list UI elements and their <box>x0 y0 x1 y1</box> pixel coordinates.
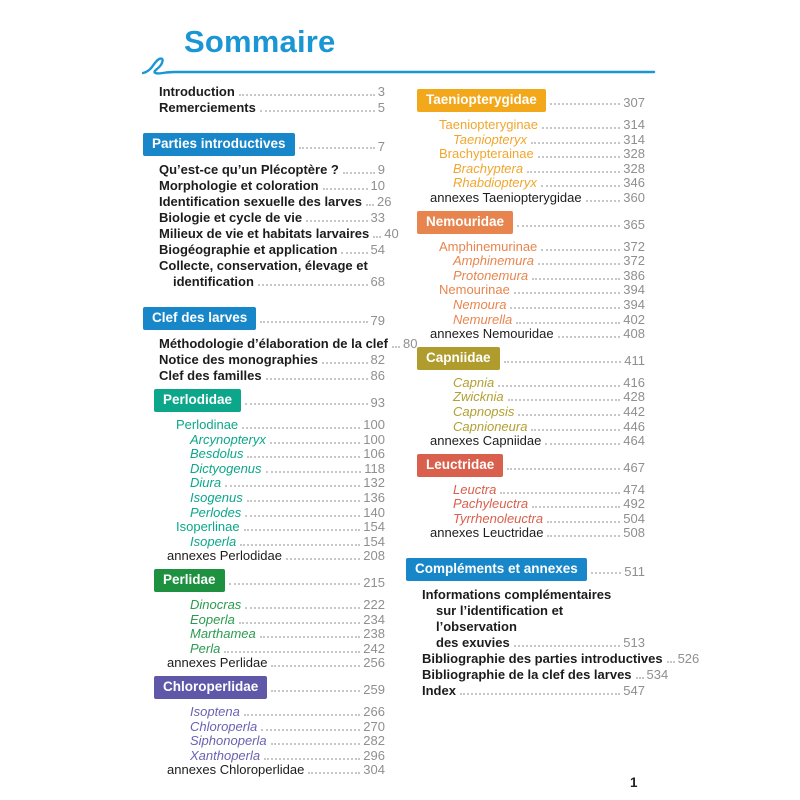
page-number: 346 <box>623 175 645 191</box>
page-number: 93 <box>370 395 385 410</box>
dotted-leader <box>531 429 620 431</box>
toc-entry <box>143 705 385 720</box>
entry-label: Chloroperla <box>190 718 258 734</box>
toc-entry <box>406 240 645 255</box>
section-badge-row <box>406 211 645 234</box>
toc-entry <box>143 433 385 448</box>
dotted-leader <box>286 558 360 560</box>
dotted-leader <box>507 468 620 470</box>
dotted-leader <box>538 263 620 265</box>
toc-entry <box>143 352 385 368</box>
dotted-leader <box>271 690 360 692</box>
toc-entry <box>406 635 645 651</box>
page-number: 504 <box>623 510 645 526</box>
dotted-leader <box>500 492 620 494</box>
dotted-leader <box>547 521 620 523</box>
entry-label: Notice des monographies <box>159 352 318 367</box>
entry-label: Rhabdiopteryx <box>453 175 537 191</box>
page-number: 154 <box>363 519 385 535</box>
section-badge: Perlodidae <box>154 389 241 412</box>
section-badge: Parties introductives <box>143 133 295 156</box>
entry-label: Isogenus <box>190 489 243 505</box>
toc-entry <box>406 390 645 405</box>
section-badge: Capniidae <box>417 347 500 370</box>
toc-entry <box>143 476 385 491</box>
page-number: 118 <box>364 460 385 476</box>
toc-entry <box>143 535 385 550</box>
dotted-leader <box>527 171 620 173</box>
dotted-leader <box>532 506 620 508</box>
dotted-leader <box>545 443 620 445</box>
toc-section-perlodidae <box>143 389 385 564</box>
toc-entry <box>143 734 385 749</box>
dotted-leader <box>244 529 361 531</box>
page-number: 106 <box>363 446 385 462</box>
dotted-leader <box>518 414 620 416</box>
toc-section-capniidae <box>406 347 645 449</box>
dotted-leader <box>271 743 361 745</box>
dotted-leader <box>517 225 620 227</box>
dotted-leader <box>260 321 367 323</box>
toc-entry <box>406 434 645 449</box>
toc-entry <box>406 405 645 420</box>
page-number: 526 <box>677 651 700 667</box>
section-badge-row <box>143 389 385 412</box>
toc-entry <box>406 298 645 313</box>
dotted-leader <box>260 110 375 112</box>
toc-entry <box>143 549 385 564</box>
toc-entry <box>143 613 385 628</box>
entry-label: Isoptena <box>190 703 240 719</box>
entry-label: Capnioneura <box>453 418 528 434</box>
toc-entry <box>143 100 385 116</box>
toc-entry <box>406 327 645 342</box>
page-number: 222 <box>363 596 385 612</box>
toc-entry <box>143 627 385 642</box>
dotted-leader <box>541 249 620 251</box>
toc-entry <box>406 651 700 667</box>
page-number: 394 <box>623 296 645 312</box>
entry-label: Protonemura <box>453 267 529 283</box>
page-number: 442 <box>623 403 645 419</box>
dotted-leader <box>266 471 362 473</box>
entry-label: Brachypterainae <box>439 146 534 162</box>
entry-label: Pachyleuctra <box>453 496 529 512</box>
dotted-leader <box>508 399 621 401</box>
toc-entry <box>406 526 645 541</box>
toc-section-clef-des-larves <box>143 307 418 384</box>
page-number: 446 <box>623 418 645 434</box>
entry-label: des exuvies <box>436 635 510 651</box>
page-number: 474 <box>623 481 645 497</box>
entry-label: Introduction <box>159 84 235 99</box>
section-badge: Compléments et annexes <box>406 558 587 581</box>
page-number: 238 <box>363 626 385 642</box>
dotted-leader <box>239 622 360 624</box>
entry-label: identification <box>173 274 254 289</box>
dotted-leader <box>373 236 381 238</box>
entry-label: Xanthoperla <box>190 747 261 763</box>
page-number: 100 <box>363 431 385 447</box>
toc-entry <box>143 598 385 613</box>
entry-label: Nemoura <box>453 296 507 312</box>
section-badge-row <box>406 454 645 477</box>
dotted-leader <box>341 252 367 254</box>
section-badge-row <box>406 347 645 370</box>
page-number: 80 <box>402 336 418 351</box>
toc-section-taeniopterygidae <box>406 89 645 206</box>
toc-column-right <box>406 84 700 699</box>
dotted-leader <box>258 284 368 286</box>
page-number: 79 <box>370 313 385 328</box>
toc-entry <box>406 269 645 284</box>
page-number: 259 <box>363 681 385 697</box>
entry-label: Nemurella <box>453 311 513 327</box>
dotted-leader <box>260 636 361 638</box>
entry-label: Leuctra <box>453 481 497 497</box>
dotted-leader <box>460 693 620 695</box>
entry-label: Arcynopteryx <box>190 431 266 447</box>
folio-page-number: 1 <box>630 775 638 790</box>
toc-entry <box>143 242 385 258</box>
page-number: 314 <box>623 131 645 147</box>
page-number: 208 <box>363 548 385 564</box>
entry-label: Isoperla <box>190 533 237 549</box>
entry-label: Perlodinae <box>176 417 239 432</box>
toc-section-perlidae <box>143 569 385 671</box>
entry-label: annexes Perlodidae <box>167 548 282 564</box>
entry-label: Dictyogenus <box>190 460 262 476</box>
dotted-leader <box>266 378 368 380</box>
entry-label: Morphologie et coloration <box>159 178 319 193</box>
page-number: 282 <box>363 733 385 749</box>
dotted-leader <box>558 336 621 338</box>
entry-label: Clef des familles <box>159 368 262 383</box>
page-number: 242 <box>363 640 385 656</box>
toc-section-chloroperlidae <box>143 676 385 778</box>
toc-entry-wrap-line: Collecte, conservation, élevage et <box>159 258 368 273</box>
page-number: 140 <box>363 504 385 520</box>
toc-entry <box>406 420 645 435</box>
entry-label: Amphinemurinae <box>439 238 538 254</box>
toc-entry <box>406 254 645 269</box>
entry-label: Capnopsis <box>453 403 515 419</box>
page-number: 26 <box>377 194 392 209</box>
dotted-leader <box>299 147 375 149</box>
section-badge-row <box>406 558 645 581</box>
entry-label: Bibliographie des parties introductives <box>422 651 663 667</box>
section-badge-row <box>143 676 385 699</box>
entry-label: Isoperlinae <box>176 519 240 535</box>
toc-entry <box>406 176 645 191</box>
page-number: 132 <box>363 475 385 491</box>
entry-label: Index <box>422 683 456 699</box>
entry-label: Zwicknia <box>453 389 504 405</box>
page-number: 215 <box>363 574 385 590</box>
dotted-leader <box>514 292 620 294</box>
page-number: 307 <box>623 95 645 110</box>
toc-entry <box>143 226 399 242</box>
dotted-leader <box>245 607 360 609</box>
toc-entry-wrap-line: Informations complémentaires <box>422 587 612 603</box>
toc-entry <box>406 191 645 206</box>
toc-entry <box>143 520 385 535</box>
page-number: 467 <box>623 459 645 475</box>
dotted-leader <box>229 583 361 585</box>
dotted-leader <box>636 677 644 679</box>
entry-label: Siphonoperla <box>190 733 267 749</box>
page-number: 547 <box>623 683 645 699</box>
dotted-leader <box>264 758 360 760</box>
dotted-leader <box>392 346 400 348</box>
dotted-leader <box>224 651 360 653</box>
dotted-leader <box>225 485 360 487</box>
dotted-leader <box>322 362 368 364</box>
dotted-leader <box>541 185 620 187</box>
dotted-leader <box>239 94 375 96</box>
dotted-leader <box>538 156 621 158</box>
dotted-leader <box>516 322 620 324</box>
toc-entry <box>406 683 645 699</box>
toc-entry <box>143 84 385 100</box>
toc-entry <box>406 497 645 512</box>
entry-label: Milieux de vie et habitats larvaires <box>159 226 370 241</box>
page-number: 328 <box>623 160 645 176</box>
dotted-leader <box>323 188 368 190</box>
entry-label: Capnia <box>453 374 495 390</box>
page-number: 270 <box>363 718 385 734</box>
toc-entry <box>143 447 385 462</box>
toc-entry <box>143 491 385 506</box>
section-badge: Clef des larves <box>143 307 256 330</box>
dotted-leader <box>271 665 360 667</box>
toc-entry <box>143 336 418 352</box>
dotted-leader <box>247 500 361 502</box>
toc-section-front <box>143 84 385 116</box>
page-number: 394 <box>623 282 645 298</box>
dotted-leader <box>242 427 360 429</box>
dotted-leader <box>245 515 360 517</box>
entry-label: Biogéographie et application <box>159 242 338 257</box>
toc-entry <box>143 749 385 764</box>
section-badge: Chloroperlidae <box>154 676 267 699</box>
toc-entry <box>143 642 385 657</box>
toc-entry <box>143 656 385 671</box>
entry-label: annexes Taeniopterygidae <box>430 189 582 205</box>
toc-entry <box>143 368 385 384</box>
page-number: 372 <box>623 238 645 254</box>
entry-label: annexes Nemouridae <box>430 326 554 342</box>
entry-label: Nemourinae <box>439 282 510 298</box>
page-number: 3 <box>377 84 385 99</box>
entry-label: Dinocras <box>190 596 242 612</box>
page-number: 136 <box>363 489 385 505</box>
section-badge-row <box>143 133 385 156</box>
page-number: 513 <box>623 635 645 651</box>
entry-label: Taeniopteryx <box>453 131 527 147</box>
dotted-leader <box>498 385 620 387</box>
page-number: 314 <box>623 117 645 132</box>
page-number: 234 <box>363 611 385 627</box>
dotted-leader <box>504 361 622 363</box>
dotted-leader <box>245 403 368 405</box>
page-number: 360 <box>623 189 645 205</box>
entry-label: Perla <box>190 640 221 656</box>
toc-entry <box>406 147 645 162</box>
toc-entry <box>143 194 392 210</box>
toc-entry <box>406 376 645 391</box>
dotted-leader <box>586 200 621 202</box>
toc-entry <box>143 720 385 735</box>
toc-entry <box>143 506 385 521</box>
toc-entry <box>406 313 645 328</box>
entry-label: Bibliographie de la clef des larves <box>422 667 632 683</box>
toc-entry <box>143 418 385 433</box>
entry-label: Marthamea <box>190 626 256 642</box>
entry-label: annexes Capniidae <box>430 433 542 449</box>
dotted-leader <box>547 535 620 537</box>
entry-label: Taeniopteryginae <box>439 117 539 132</box>
page-number: 386 <box>623 267 645 283</box>
page-number: 9 <box>377 162 385 177</box>
entry-label: Perlodes <box>190 504 242 520</box>
page-number: 5 <box>377 100 385 115</box>
page-number: 86 <box>370 368 385 383</box>
entry-label: annexes Chloroperlidae <box>167 762 305 778</box>
toc-entry <box>406 118 645 133</box>
toc-entry <box>143 162 385 178</box>
page-number: 54 <box>370 242 385 257</box>
section-badge-row <box>406 89 645 112</box>
page-number: 365 <box>623 216 645 232</box>
toc-section-leuctridae <box>406 454 645 541</box>
toc-entry <box>406 667 669 683</box>
entry-label: Diura <box>190 475 222 491</box>
page-number: 296 <box>363 747 385 763</box>
page-number: 428 <box>623 389 645 405</box>
entry-label: Besdolus <box>190 446 244 462</box>
page-number: 100 <box>363 417 385 432</box>
entry-label: Brachyptera <box>453 160 524 176</box>
dotted-leader <box>261 729 360 731</box>
section-badge: Leuctridae <box>417 454 503 477</box>
title-rule-flourish <box>142 56 656 80</box>
page-number: 256 <box>363 655 385 671</box>
page-number: 40 <box>384 226 399 241</box>
dotted-leader <box>366 204 374 206</box>
section-badge-row <box>143 307 385 330</box>
entry-label: annexes Perlidae <box>167 655 268 671</box>
dotted-leader <box>532 278 620 280</box>
toc-section-compl-ments-et-annexes <box>406 558 700 699</box>
dotted-leader <box>247 456 360 458</box>
page-number: 33 <box>370 210 385 225</box>
page-number: 402 <box>623 311 645 327</box>
dotted-leader <box>514 645 621 647</box>
page-number: 328 <box>623 146 645 162</box>
page-number: 534 <box>646 667 669 683</box>
toc-entry <box>143 763 385 778</box>
page-number: 464 <box>623 433 645 449</box>
entry-label: Identification sexuelle des larves <box>159 194 363 209</box>
page-number: 372 <box>623 253 645 269</box>
toc-entry <box>143 210 385 226</box>
page-number: 304 <box>363 762 385 778</box>
toc-entry <box>143 462 385 477</box>
toc-entry <box>143 274 385 290</box>
page-number: 68 <box>370 274 385 289</box>
entry-label: Qu’est-ce qu’un Plécoptère ? <box>159 162 339 177</box>
page-number: 7 <box>377 139 385 154</box>
toc-entry <box>406 162 645 177</box>
page-number: 408 <box>623 326 645 342</box>
page-number: 508 <box>623 525 645 541</box>
dotted-leader <box>343 172 375 174</box>
dotted-leader <box>510 307 620 309</box>
page-number: 10 <box>370 178 385 193</box>
section-badge: Taeniopterygidae <box>417 89 546 112</box>
section-badge: Nemouridae <box>417 211 513 234</box>
toc-entry <box>406 483 645 498</box>
toc-entry <box>406 283 645 298</box>
toc-column-left <box>143 84 418 778</box>
entry-label: annexes Leuctridae <box>430 525 544 541</box>
section-badge-row <box>143 569 385 592</box>
entry-label: Eoperla <box>190 611 235 627</box>
dotted-leader <box>240 544 360 546</box>
entry-label: Tyrrhenoleuctra <box>453 510 544 526</box>
toc-section-parties-introductives <box>143 133 399 290</box>
page-number: 266 <box>363 703 385 719</box>
entry-label: Méthodologie d’élaboration de la clef <box>159 336 388 351</box>
page-number: 416 <box>623 374 645 390</box>
page-number: 511 <box>624 564 645 580</box>
toc-entry <box>406 512 645 527</box>
dotted-leader <box>308 772 360 774</box>
page-number: 492 <box>623 496 645 512</box>
dotted-leader <box>270 442 360 444</box>
dotted-leader <box>591 572 621 574</box>
toc-entry <box>406 133 645 148</box>
page-number: 82 <box>370 352 385 367</box>
toc-entry <box>143 178 385 194</box>
entry-label: Amphinemura <box>453 253 534 269</box>
page-title: Sommaire <box>184 24 336 59</box>
page-number: 411 <box>624 352 645 368</box>
toc-section-nemouridae <box>406 211 645 342</box>
dotted-leader <box>244 714 360 716</box>
section-badge: Perlidae <box>154 569 225 592</box>
dotted-leader <box>550 103 621 105</box>
toc-entry-wrap-line: sur l’identification et l’observation <box>436 603 564 635</box>
dotted-leader <box>306 220 367 222</box>
dotted-leader <box>531 142 620 144</box>
page-number: 154 <box>363 533 385 549</box>
entry-label: Remerciements <box>159 100 256 115</box>
dotted-leader <box>667 661 675 663</box>
entry-label: Biologie et cycle de vie <box>159 210 303 225</box>
dotted-leader <box>542 127 620 129</box>
